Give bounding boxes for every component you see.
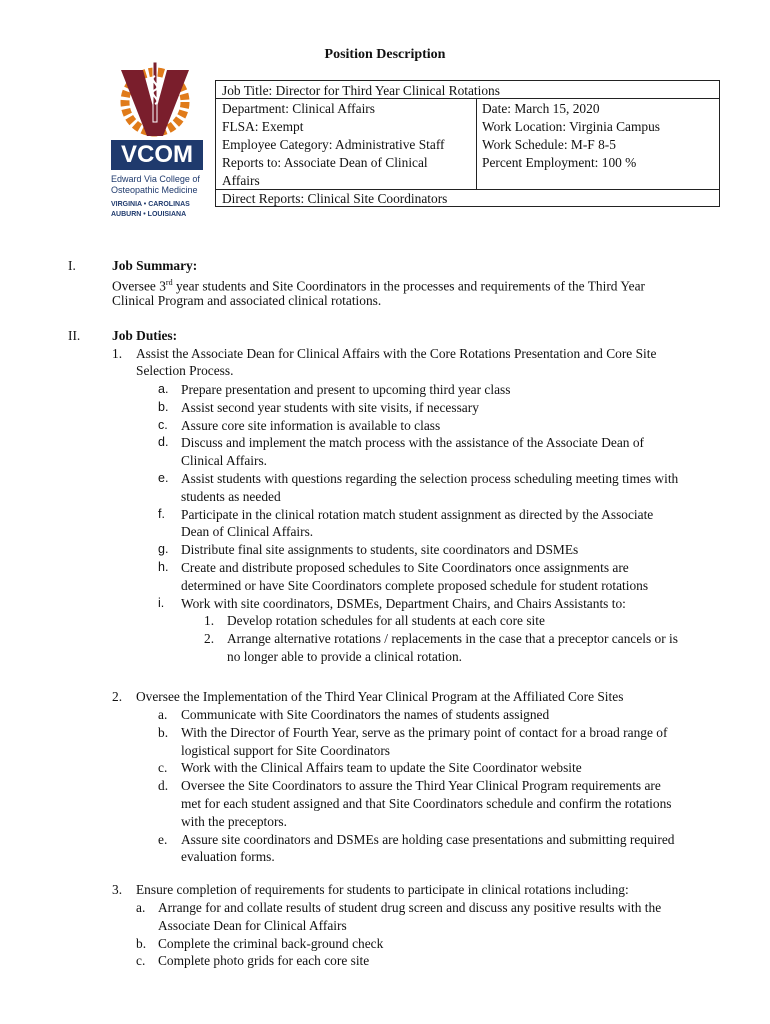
- duty-subitem-text: no longer able to provide a clinical rotation.: [227, 649, 463, 664]
- duty-item-marker: b.: [136, 935, 147, 951]
- duty-text: Selection Process.: [136, 363, 234, 378]
- flsa-status: FLSA: Exempt: [222, 119, 304, 134]
- duty-text: Ensure completion of requirements for students to participate in clinical rotations including:: [136, 882, 629, 897]
- duty-item-marker: d.: [158, 778, 169, 794]
- duty-subitem-text: Develop rotation schedules for all students at each core site: [227, 613, 545, 629]
- percent-employment: Percent Employment: 100 %: [482, 155, 637, 170]
- duty-item-marker: i.: [158, 595, 165, 610]
- header-column-divider: [476, 98, 477, 189]
- duty-item-text: With the Director of Fourth Year, serve as the primary point of contact for a broad range of: [181, 724, 668, 740]
- duty-item-marker: g.: [158, 542, 169, 557]
- duty-item-marker: b.: [158, 724, 169, 740]
- duty-item-text: evaluation forms.: [181, 849, 275, 865]
- header-row-divider: [215, 189, 720, 190]
- duty-item-text: determined or have Site Coordinators complete proposed schedule for student rotations: [181, 577, 649, 593]
- duty-item-text: Communicate with Site Coordinators the names of students assigned: [181, 707, 550, 722]
- duty-item-text: Discuss and implement the match process with the assistance of the Associate Dean of: [181, 435, 644, 451]
- section-numeral: II.: [68, 328, 81, 343]
- duty-item-text: Arrange for and collate results of student drug screen and discuss any positive results with the: [158, 900, 662, 915]
- duty-subitem-text: Arrange alternative rotations / replacements in the case that a preceptor cancels or is: [227, 631, 678, 647]
- duty-number: 2.: [112, 689, 123, 704]
- section-numeral: I.: [68, 258, 76, 273]
- reports-to: Reports to: Associate Dean of Clinical: [222, 155, 428, 170]
- duty-item-text: Complete photo grids for each core site: [158, 953, 370, 969]
- duty-subitem-marker: 2.: [204, 631, 215, 647]
- work-schedule: Work Schedule: M-F 8-5: [482, 137, 616, 152]
- logo-college-line2: Osteopathic Medicine: [111, 185, 198, 195]
- job-title: Job Title: Director for Third Year Clinical Rotations: [222, 83, 500, 98]
- job-summary-text: Clinical Program and associated clinical rotations.: [112, 293, 382, 308]
- header-row-divider: [215, 98, 720, 99]
- duty-item-text: Oversee the Site Coordinators to assure the Third Year Clinical Program requirements are: [181, 778, 661, 794]
- duty-item-text: Prepare presentation and present to upcoming third year class: [181, 382, 511, 397]
- employee-category: Employee Category: Administrative Staff: [222, 137, 445, 152]
- duty-item-marker: c.: [158, 760, 168, 776]
- job-summary-text: Oversee 3rd year students and Site Coordinators in the processes and requirements of the Third Year: [112, 278, 646, 294]
- duty-item-text: Assure site coordinators and DSMEs are holding case presentations and submitting required: [181, 831, 675, 847]
- duty-item-marker: a.: [158, 382, 169, 396]
- duty-item-text: logistical support for Site Coordinators: [181, 742, 391, 758]
- duty-item-marker: e.: [158, 831, 168, 847]
- position-header-box: [215, 80, 720, 207]
- duty-item-marker: a.: [158, 707, 168, 722]
- duty-item-text: Create and distribute proposed schedules to Site Coordinators once assignments are: [181, 560, 629, 575]
- duty-item-text: met for each student assigned and that Site Coordinators schedule and confirm the rotations: [181, 796, 672, 811]
- duty-item-text: Assist students with questions regarding the selection process scheduling meeting times with: [181, 471, 679, 486]
- duty-item-text: Assure core site information is available to class: [181, 417, 441, 433]
- duty-item-text: Clinical Affairs.: [181, 453, 268, 469]
- duty-item-marker: a.: [136, 900, 146, 915]
- department: Department: Clinical Affairs: [222, 101, 375, 116]
- work-location: Work Location: Virginia Campus: [482, 119, 660, 134]
- duty-item-marker: c.: [136, 953, 146, 969]
- logo-campus-line2: AUBURN • LOUISIANA: [111, 211, 187, 218]
- duty-subitem-marker: 1.: [204, 613, 215, 629]
- duty-item-text: Distribute final site assignments to students, site coordinators and DSMEs: [181, 542, 579, 558]
- duty-item-text: students as needed: [181, 488, 281, 504]
- duty-item-marker: h.: [158, 560, 169, 574]
- duty-item-text: Participate in the clinical rotation match student assignment as directed by the Associate: [181, 506, 654, 522]
- duty-item-text: Assist second year students with site visits, if necessary: [181, 399, 479, 415]
- section-heading: Job Summary:: [112, 258, 198, 273]
- logo-campus-line1: VIRGINIA • CAROLINAS: [111, 201, 190, 208]
- duty-item-marker: e.: [158, 471, 169, 485]
- duty-item-text: Dean of Clinical Affairs.: [181, 524, 314, 540]
- logo-wordmark: VCOM: [121, 141, 193, 168]
- duty-item-text: Associate Dean for Clinical Affairs: [158, 917, 347, 933]
- date: Date: March 15, 2020: [482, 101, 600, 116]
- duty-item-text: with the preceptors.: [181, 813, 287, 829]
- vcom-logo: [103, 62, 203, 222]
- duty-text: Oversee the Implementation of the Third Year Clinical Program at the Affiliated Core Sites: [136, 689, 624, 704]
- duty-item-marker: c.: [158, 417, 168, 432]
- duty-number: 1.: [112, 346, 123, 361]
- duty-item-marker: b.: [158, 399, 169, 414]
- duty-item-text: Complete the criminal back-ground check: [158, 935, 384, 951]
- duty-number: 3.: [112, 882, 123, 897]
- page-title: Position Description: [324, 47, 446, 62]
- duty-item-marker: f.: [158, 506, 165, 521]
- duty-item-marker: d.: [158, 435, 169, 450]
- duty-item-text: Work with site coordinators, DSMEs, Department Chairs, and Chairs Assistants to:: [181, 595, 626, 611]
- section-heading: Job Duties:: [112, 328, 178, 343]
- logo-college-line1: Edward Via College of: [111, 174, 200, 184]
- reports-to-continued: Affairs: [222, 173, 260, 188]
- direct-reports: Direct Reports: Clinical Site Coordinators: [222, 191, 448, 206]
- duty-item-text: Work with the Clinical Affairs team to update the Site Coordinator website: [181, 760, 582, 776]
- duty-text: Assist the Associate Dean for Clinical Affairs with the Core Rotations Presentation and Core Site: [136, 346, 657, 361]
